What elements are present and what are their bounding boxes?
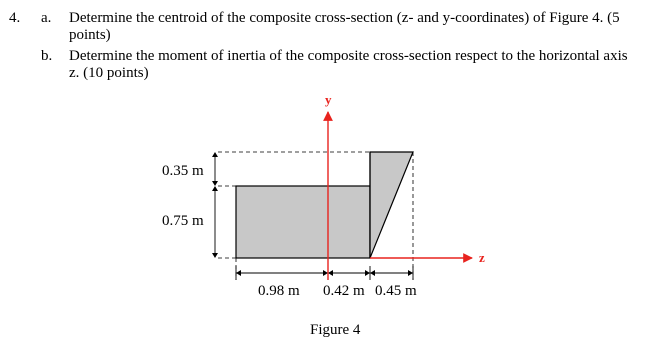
- triangle-section: [370, 152, 413, 258]
- dim-label-width-2: 0.42 m: [323, 283, 365, 299]
- dim-label-top-height: 0.35 m: [162, 163, 204, 179]
- z-axis-label: z: [479, 250, 485, 265]
- part-b-label: b.: [41, 48, 53, 64]
- dim-label-width-3: 0.45 m: [375, 283, 417, 299]
- question-number: 4.: [9, 10, 21, 26]
- rectangle-section: [236, 186, 370, 258]
- figure-caption: Figure 4: [310, 322, 361, 338]
- part-a-label: a.: [41, 10, 52, 26]
- dim-label-width-1: 0.98 m: [258, 283, 300, 299]
- part-b-text: Determine the moment of inertia of the composite cross-section respect to the horizontal axis z. (10 points): [69, 48, 628, 81]
- part-a-text: Determine the centroid of the composite cross-section (z- and y-coordinates) of Figure 4. (5 points): [69, 10, 620, 43]
- y-axis-label: y: [325, 92, 332, 107]
- dim-label-rect-height: 0.75 m: [162, 213, 204, 229]
